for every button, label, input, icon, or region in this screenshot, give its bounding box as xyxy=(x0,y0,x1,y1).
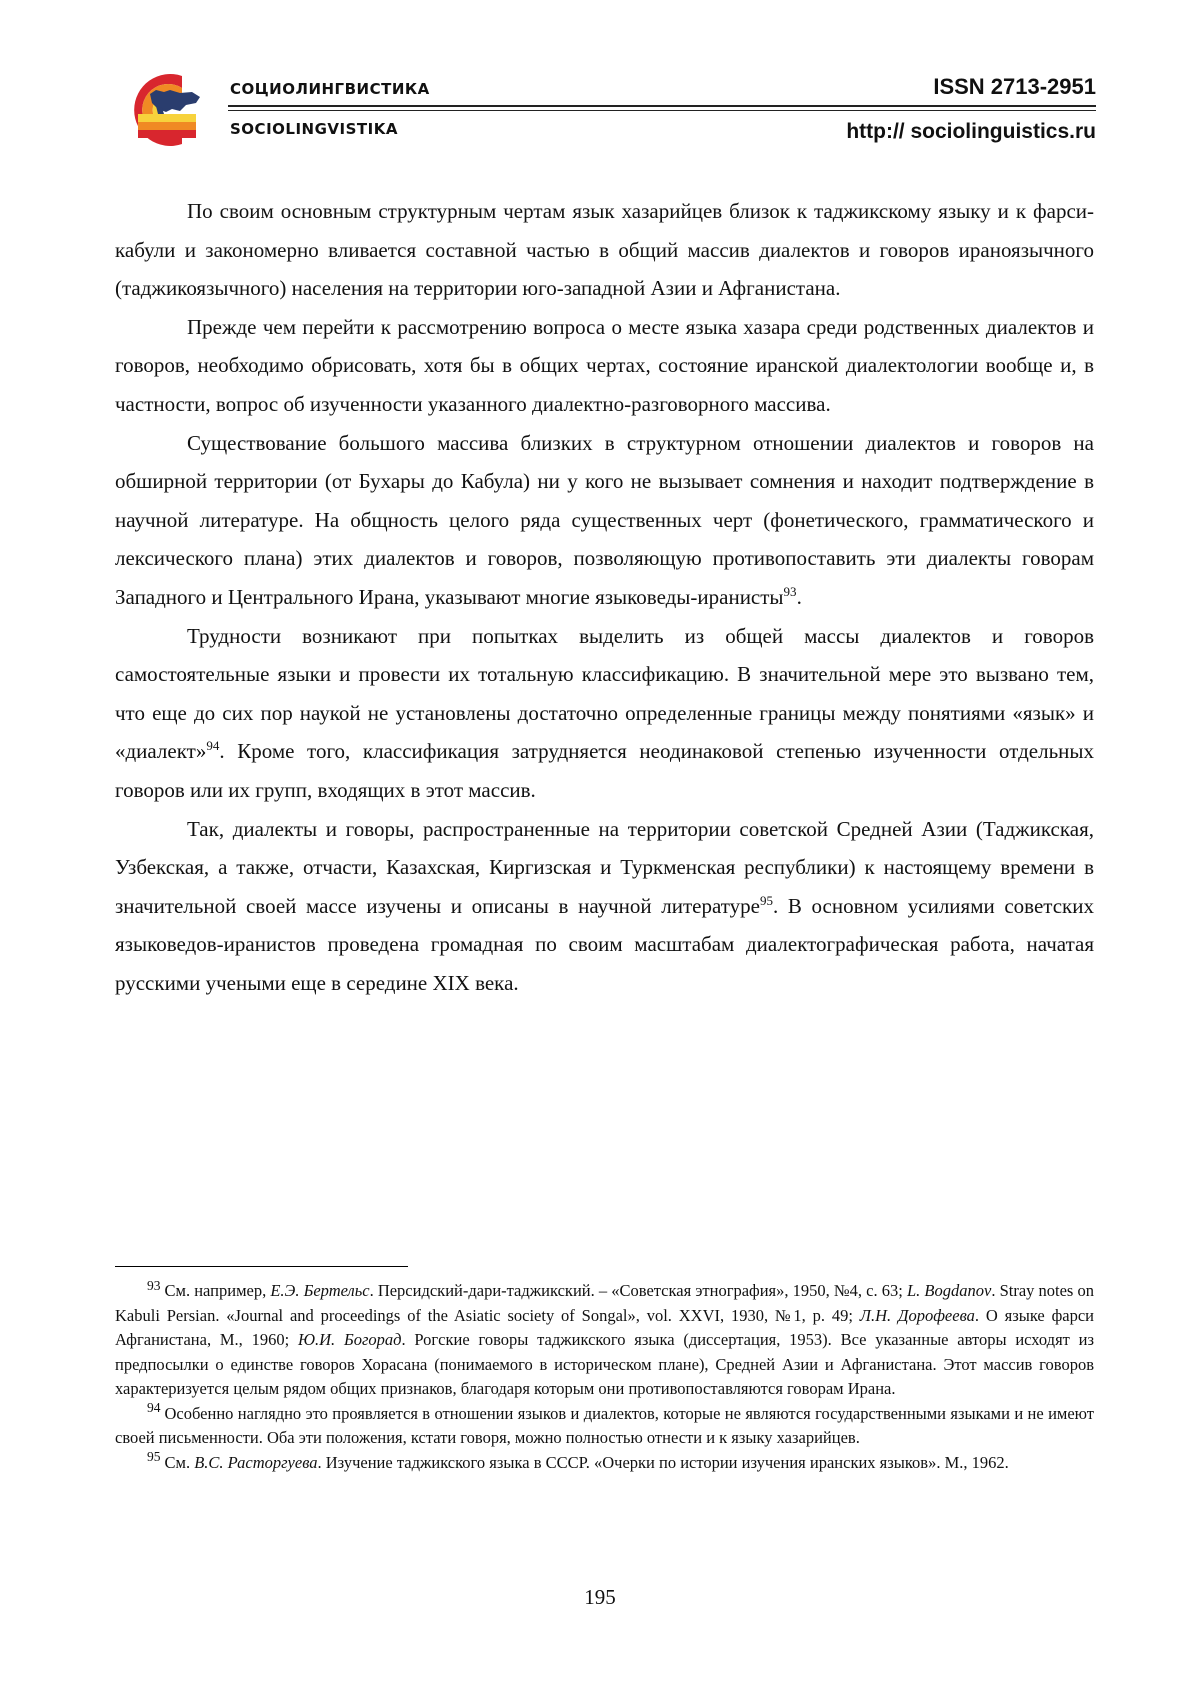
journal-url: http:// sociolinguistics.ru xyxy=(846,120,1096,143)
page-header xyxy=(112,70,1096,150)
footnote-93: $^{93}$ См. например, Е.Э. Бертельс. Персидский-дари-таджикский. – «Советская этнография», 1950, №4, с. 63; L. Bogdanov. Stray notes on Kabuli Persian. «Journal and proceedings of the Asiatic society of Songal», vol. XXVI, 1930, №1, p. 49; Л.Н. Дорофеева. О языке фарси Афганистана, М., 1960; Ю.И. Богорад. Рогские говоры таджикского языка (диссертация, 1953). Все указанные авторы исходят из предпосылки о единстве говоров Хорасана (понимаемого в историческом плане), Средней Азии и Афганистана. Этот массив говоров характеризуется целым рядом общих признаков, благодаря которым они противопоставляются говорам Ирана. xyxy=(115,1277,1095,1398)
journal-title-en: SOCIOLINGVISTIKA xyxy=(230,120,398,138)
main-text xyxy=(115,192,1094,1002)
footnote-94: $^{94}$ Особенно наглядно это проявляется в отношении языков и диалектов, которые не являются государственными языками и не имеют своей письменности. Оба эти положения, кстати говоря, можно полностью отнести и к языку хазарийцев. xyxy=(115,1400,1094,1447)
footnote-ref-95[interactable]: 95 xyxy=(759,892,773,908)
issn-label: ISSN 2713-2951 xyxy=(933,74,1096,99)
paragraph: Прежде чем перейти к рассмотрению вопроса о месте языка хазара среди родственных диалектов и говоров, необходимо обрисовать, хотя бы в общих чертах, состояние иранской диалектологии вообще и, в частности, вопрос об изученности указанного диалектно-разговорного массива. xyxy=(115,314,1094,416)
journal-logo-icon xyxy=(112,70,208,150)
footnote-separator xyxy=(115,1266,408,1267)
journal-title-ru: СОЦИОЛИНГВИСТИКА xyxy=(230,80,430,98)
footnotes xyxy=(115,1279,1094,1475)
paragraph: Трудности возникают при попытках выделить из общей массы диалектов и говоров самостоятельные языки и провести их тотальную классификацию. В значительной мере это вызвано тем, что еще до сих пор наукой не установлены достаточно определенные границы между понятиями «язык» и «диалект»$^{94}$. Кроме того, классификация затрудняется неодинаковой степенью изученности отдельных говоров или их групп, входящих в этот массив. xyxy=(115,623,1094,802)
footnote-95: $^{95}$ См. В.С. Расторгуева. Изучение таджикского языка в СССР. «Очерки по истории изучения иранских языков». М., 1962. xyxy=(147,1449,1009,1472)
footnote-ref-94[interactable]: 94 xyxy=(206,738,220,754)
header-rule xyxy=(228,105,1096,107)
paragraph: Так, диалекты и говоры, распространенные на территории советской Средней Азии (Таджикская, Узбекская, а также, отчасти, Казахская, Киргизская и Туркменская республики) к настоящему времени в значительной своей массе изучены и описаны в научной литературе$^{95}$. В основном усилиями советских языковедов-иранистов проведена громадная по своим масштабам диалектографическая работа, начатая русскими учеными еще в середине XIX века. xyxy=(115,816,1094,995)
footnote-ref-93[interactable]: 93 xyxy=(783,583,797,599)
paragraph: Существование большого массива близких в структурном отношении диалектов и говоров на обширной территории (от Бухары до Кабула) ни у кого не вызывает сомнения и находит подтверждение в научной литературе. На общность целого ряда существенных черт (фонетического, грамматического и лексического плана) этих диалектов и говоров, позволяющую противопоставить эти диалекты говорам Западного и Центрального Ирана, указывают многие языковеды-иранисты$^{93}$. xyxy=(115,430,1094,609)
paragraph: По своим основным структурным чертам язык хазарийцев близок к таджикскому языку и к фарси-кабули и закономерно вливается составной частью в общий массив диалектов и говоров ираноязычного (таджикоязычного) населения на территории юго-западной Азии и Афганистана. xyxy=(115,199,1094,301)
page-number: 195 xyxy=(584,1585,616,1609)
header-rule-thin xyxy=(228,110,1096,111)
